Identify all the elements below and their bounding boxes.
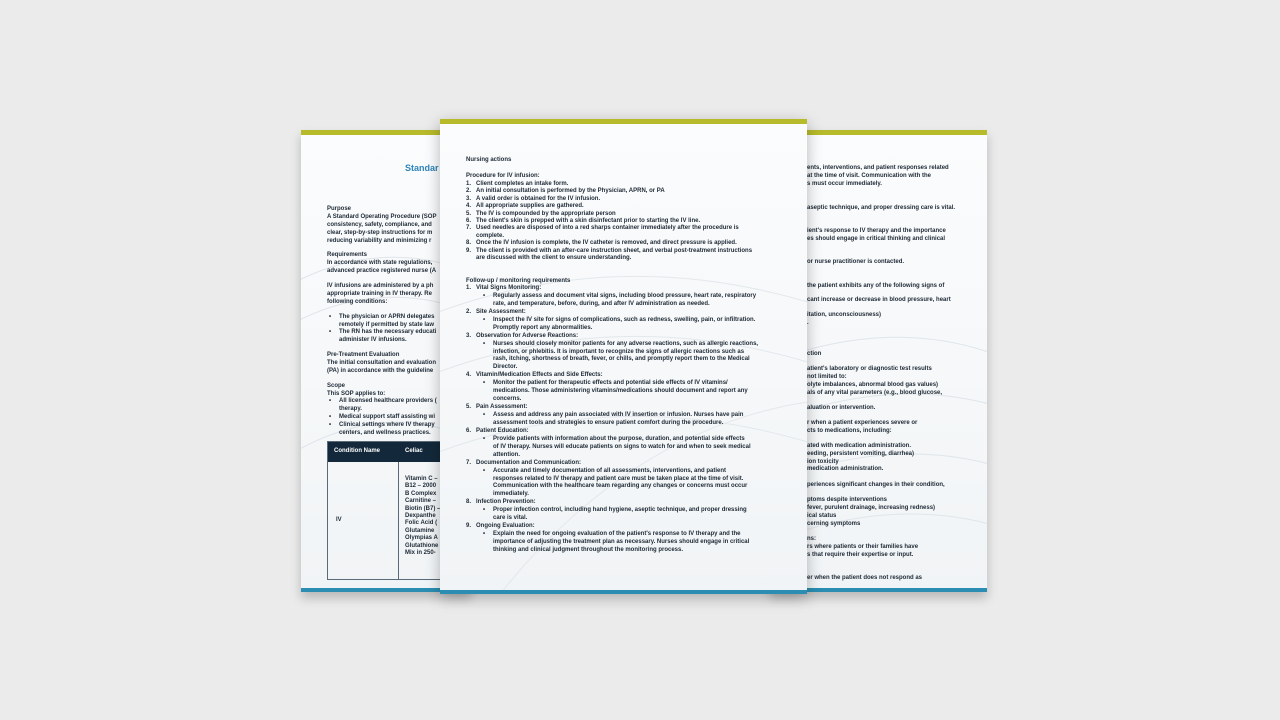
bullet-text: thinking and clinical judgment throughout the monitoring process.: [493, 546, 683, 553]
bullet-text: Inspect the IV site for signs of complications, such as redness, swelling, pain, or infiltration.: [493, 316, 756, 323]
text-line: consistency, safety, compliance, and: [327, 222, 432, 228]
item-title: Vital Signs Monitoring:: [476, 285, 542, 291]
cell-line: Folic Acid (: [405, 520, 438, 527]
text-line: Scope: [327, 383, 346, 389]
item-text: The IV is compounded by the appropriate person: [476, 210, 616, 217]
text-line: aseptic technique, and proper dressing care is vital.: [807, 205, 956, 211]
item-number: 6.: [466, 427, 472, 434]
text-line: advanced practice registered nurse (A: [327, 268, 437, 274]
text-line: remotely if permitted by state law: [339, 322, 435, 328]
cell-line: Carnitine –: [405, 498, 437, 505]
top-accent-bar: [440, 119, 807, 124]
bullet-text: Regularly assess and document vital signs, including blood pressure, heart rate, respiratory: [493, 292, 757, 299]
item-number: 9.: [466, 247, 472, 254]
item-title: Site Assessment:: [476, 308, 526, 315]
text-line: This SOP applies to:: [327, 391, 386, 397]
cell-condition: IV: [336, 517, 342, 523]
text-line: appropriate training in IV therapy. Re: [327, 291, 432, 297]
item-title: Pain Assessment:: [476, 404, 528, 411]
bullet-icon: •: [483, 467, 486, 474]
bottom-accent-bar: [440, 590, 807, 594]
text-line: The physician or APRN delegates: [339, 314, 435, 320]
text-line: •: [329, 329, 332, 335]
bullet-icon: •: [483, 412, 486, 418]
item-title: Observation for Adverse Reactions:: [476, 332, 579, 339]
item-title: Vitamin/Medication Effects and Side Effects:: [476, 372, 603, 379]
text-line: the patient exhibits any of the following signs of: [807, 283, 945, 289]
text-line: Pre-Treatment Evaluation: [327, 352, 400, 358]
bullet-text: Accurate and timely documentation of all assessments, interventions, and patient: [493, 467, 727, 474]
item-text: All appropriate supplies are gathered.: [476, 203, 584, 210]
bullet-text: responses related to IV therapy and patient care must be taken place at the time of visit.: [493, 475, 744, 482]
bullet-text: assessment tools and strategies to ensure patient comfort during the procedure.: [493, 419, 724, 426]
bullet-text: Nurses should closely monitor patients for any adverse reactions, such as allergic reactions,: [493, 340, 759, 347]
header-celiac: Celiac: [405, 448, 423, 454]
column-divider: [398, 462, 399, 579]
cell-line: Dexpanthe: [405, 513, 436, 520]
text-line: Requirements: [327, 252, 368, 258]
item-number: 8.: [466, 499, 472, 506]
item-number: 5.: [466, 210, 472, 217]
text-line: s must occur immediately.: [807, 181, 882, 187]
cell-line: Glutamine: [405, 527, 435, 534]
text-line: ion toxicity: [807, 459, 839, 465]
text-line: ical status: [807, 513, 837, 519]
text-line: .: [807, 320, 809, 326]
item-text: complete.: [476, 232, 505, 239]
text-line: cerning symptoms: [807, 521, 861, 527]
item-text: Client completes an intake form.: [476, 181, 569, 187]
text-line: In accordance with state regulations,: [327, 260, 433, 266]
text-line: als of any vital parameters (e.g., blood glucose,: [807, 390, 943, 396]
item-number: 2.: [466, 188, 472, 195]
item-number: 4.: [466, 203, 472, 210]
bullet-text: of IV therapy. Nurses will educate patients on signs to watch for and when to seek medical: [493, 443, 751, 450]
cell-line: Olympias A: [405, 535, 438, 542]
sop-page-nursing-actions: [440, 119, 807, 594]
item-number: 7.: [466, 225, 472, 232]
text-line: All licensed healthcare providers (: [339, 398, 437, 404]
text-line: •: [329, 398, 332, 404]
bullet-text: medications. Those administering vitamins/medications should document and report any: [493, 388, 748, 395]
text-line: administer IV infusions.: [339, 337, 407, 343]
bullet-text: Director.: [493, 364, 518, 371]
text-line: fever, purulent drainage, increasing redness): [807, 505, 936, 511]
bullet-text: Proper infection control, including hand hygiene, aseptic technique, and proper dressing: [493, 507, 747, 514]
bullet-icon: •: [483, 507, 486, 514]
text-line: Clinical settings where IV therapy: [339, 422, 435, 428]
text-line: •: [329, 422, 332, 428]
procedure-title: Procedure for IV infusion:: [466, 173, 540, 179]
item-number: 4.: [466, 372, 472, 379]
text-line: cant increase or decrease in blood pressure, heart: [807, 297, 951, 303]
bullet-icon: •: [483, 380, 486, 387]
text-line: therapy.: [339, 406, 362, 412]
cell-line: Glutathione: [405, 542, 439, 549]
item-text: Once the IV infusion is complete, the IV catheter is removed, and direct pressure is applied.: [476, 240, 737, 247]
bullet-text: Communication with the healthcare team regarding any changes or concerns must occur: [493, 483, 748, 490]
bullet-icon: •: [483, 292, 486, 299]
text-line: reducing variability and minimizing r: [327, 238, 432, 244]
text-line: ient's response to IV therapy and the importance: [807, 228, 946, 234]
text-line: olyte imbalances, abnormal blood gas values): [807, 382, 939, 388]
header-condition-name: Condition Name: [334, 448, 380, 454]
text-line: •: [329, 314, 332, 320]
item-text: A valid order is obtained for the IV infusion.: [476, 195, 601, 202]
bullet-text: rate, and temperature, before, during, and after IV administration as needed.: [493, 300, 710, 307]
text-line: er when the patient does not respond as: [807, 575, 923, 581]
item-title: Patient Education:: [476, 427, 529, 434]
bullet-text: attention.: [493, 451, 520, 458]
text-line: rs where patients or their families have: [807, 544, 919, 550]
text-line: ents, interventions, and patient responses related: [807, 165, 949, 171]
item-text: Used needles are disposed of into a red sharps container immediately after the procedure is: [476, 225, 739, 232]
cell-line: Vitamin C –: [405, 476, 438, 482]
text-line: medication administration.: [807, 466, 884, 472]
text-line: not limited to:: [807, 374, 847, 380]
item-text: The client's skin is prepped with a skin disinfectant prior to starting the IV line.: [476, 217, 701, 224]
cell-line: B Complex: [405, 490, 437, 497]
text-line: The initial consultation and evaluation: [327, 360, 437, 366]
text-line: The RN has the necessary educati: [339, 329, 437, 335]
text-line: ction: [807, 351, 822, 357]
item-title: Ongoing Evaluation:: [476, 523, 535, 530]
bullet-icon: •: [483, 340, 486, 347]
bullet-text: care is vital.: [493, 515, 528, 522]
text-line: itation, unconsciousness): [807, 312, 882, 318]
item-number: 8.: [466, 240, 472, 247]
text-line: centers, and wellness practices.: [339, 430, 431, 436]
cell-celiac: [405, 476, 440, 557]
text-line: following conditions:: [327, 299, 388, 305]
item-number: 3.: [466, 195, 472, 202]
item-number: 7.: [466, 459, 472, 466]
followup-title: Follow-up / monitoring requirements: [466, 278, 571, 284]
bullet-text: importance of adjusting the treatment plan as necessary. Nurses should engage in critical: [493, 539, 750, 545]
item-number: 3.: [466, 332, 472, 339]
item-number: 9.: [466, 523, 472, 530]
text-line: ptoms despite interventions: [807, 497, 888, 503]
text-line: r when a patient experiences severe or: [807, 420, 918, 426]
text-line: ns:: [807, 536, 816, 542]
item-text: An initial consultation is performed by the Physician, APRN, or PA: [476, 188, 665, 195]
text-line: IV infusions are administered by a ph: [327, 283, 434, 289]
text-line: clear, step-by-step instructions for m: [327, 230, 433, 236]
text-line: Purpose: [327, 206, 352, 212]
text-line: Medical support staff assisting wi: [339, 414, 436, 420]
item-text: are discussed with the client to ensure understanding.: [476, 254, 632, 261]
bullet-icon: •: [483, 435, 486, 442]
section-heading: Nursing actions: [466, 157, 512, 163]
bullet-text: Monitor the patient for therapeutic effects and potential side effects of IV vitamins/: [493, 380, 728, 387]
text-line: es should engage in critical thinking and clinical: [807, 236, 946, 242]
text-line: A Standard Operating Procedure (SOP: [327, 214, 437, 220]
text-line: at the time of visit. Communication with the: [807, 173, 932, 179]
text-line: atient's laboratory or diagnostic test results: [807, 366, 932, 372]
bullet-text: immediately.: [493, 491, 529, 498]
item-number: 1.: [466, 181, 472, 187]
text-line: (PA) in accordance with the guideline: [327, 368, 434, 374]
text-line: cts to medications, including:: [807, 428, 892, 434]
item-number: 1.: [466, 285, 472, 291]
bullet-text: rash, itching, shortness of breath, fever, or chills, and promptly report them to the Medical: [493, 356, 750, 363]
bullet-icon: •: [483, 531, 486, 538]
text-line: periences significant changes in their condition,: [807, 482, 945, 488]
bullet-text: Assess and address any pain associated with IV insertion or infusion. Nurses have pain: [493, 412, 744, 418]
document-title: Standar: [405, 163, 439, 173]
item-number: 6.: [466, 217, 472, 224]
text-line: s that require their expertise or input.: [807, 552, 914, 558]
cell-line: Mix in 250-: [405, 550, 436, 557]
text-line: eeding, persistent vomiting, diarrhea): [807, 451, 915, 457]
item-number: 5.: [466, 404, 472, 411]
item-title: Infection Prevention:: [476, 499, 536, 506]
text-line: •: [329, 414, 332, 420]
bullet-icon: •: [483, 316, 486, 323]
item-number: 2.: [466, 308, 472, 315]
cell-line: Biotin (B7) –: [405, 505, 441, 512]
bullet-text: Explain the need for ongoing evaluation of the patient's response to IV therapy and the: [493, 531, 741, 538]
bullet-text: Provide patients with information about the purpose, duration, and potential side effects: [493, 435, 745, 442]
text-line: aluation or intervention.: [807, 405, 876, 411]
text-line: or nurse practitioner is contacted.: [807, 259, 905, 265]
bullet-text: concerns.: [493, 396, 522, 403]
cell-line: B12 – 2000: [405, 483, 437, 490]
bullet-text: infection, or phlebitis. It is important to recognize the signs of allergic reactions such as: [493, 348, 745, 355]
item-title: Documentation and Communication:: [476, 459, 581, 466]
bullet-text: Promptly report any abnormalities.: [493, 324, 593, 331]
item-text: The client is provided with an after-care instruction sheet, and verbal post-treatment instructions: [476, 247, 753, 254]
text-line: ated with medication administration.: [807, 443, 912, 449]
